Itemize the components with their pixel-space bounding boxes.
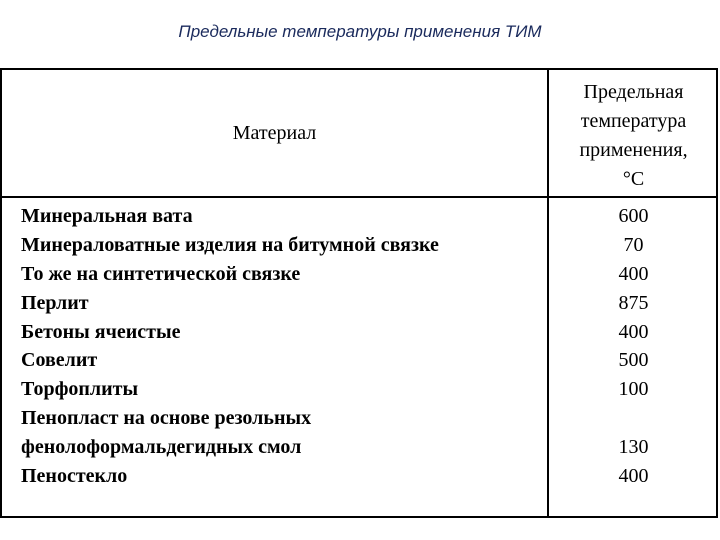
temperature-cell: 400 (618, 262, 649, 285)
material-cell: Минеральная вата (21, 205, 193, 227)
material-cell: То же на синтетической связке (21, 262, 301, 285)
temperature-cell: 600 (618, 205, 649, 227)
header-material: Материал (232, 121, 317, 144)
header-temperature-line: температура (580, 110, 687, 132)
material-cell: Минераловатные изделия на битумной связке (21, 233, 439, 256)
header-temperature-line: Предельная (583, 81, 684, 103)
temperature-cell: 100 (618, 378, 649, 401)
temperature-cell: 875 (618, 291, 649, 314)
header-temperature-line: применения, (579, 139, 688, 161)
material-cell: фенолоформальдегидных смол (21, 436, 302, 459)
temperature-cell: 130 (618, 436, 649, 459)
temperature-cell: 70 (623, 233, 644, 256)
material-cell: Торфоплиты (21, 378, 139, 401)
header-temperature-line: °C (622, 168, 645, 190)
material-cell: Пенопласт на основе резольных (21, 407, 312, 430)
material-cell: Пеностекло (21, 465, 128, 488)
material-cell: Бетоны ячеистые (21, 320, 181, 343)
header-temperature (549, 78, 718, 194)
header-divider (0, 196, 718, 198)
temperature-cell: 500 (618, 349, 649, 372)
temperature-cell (549, 404, 718, 433)
slide-title: Предельные температуры применения ТИМ (178, 22, 542, 41)
temperature-column (549, 202, 718, 491)
temperature-cell: 400 (618, 320, 649, 343)
material-cell: Совелит (21, 349, 98, 372)
material-cell: Перлит (21, 291, 89, 314)
temperature-cell: 400 (618, 465, 649, 488)
material-column (21, 202, 541, 491)
